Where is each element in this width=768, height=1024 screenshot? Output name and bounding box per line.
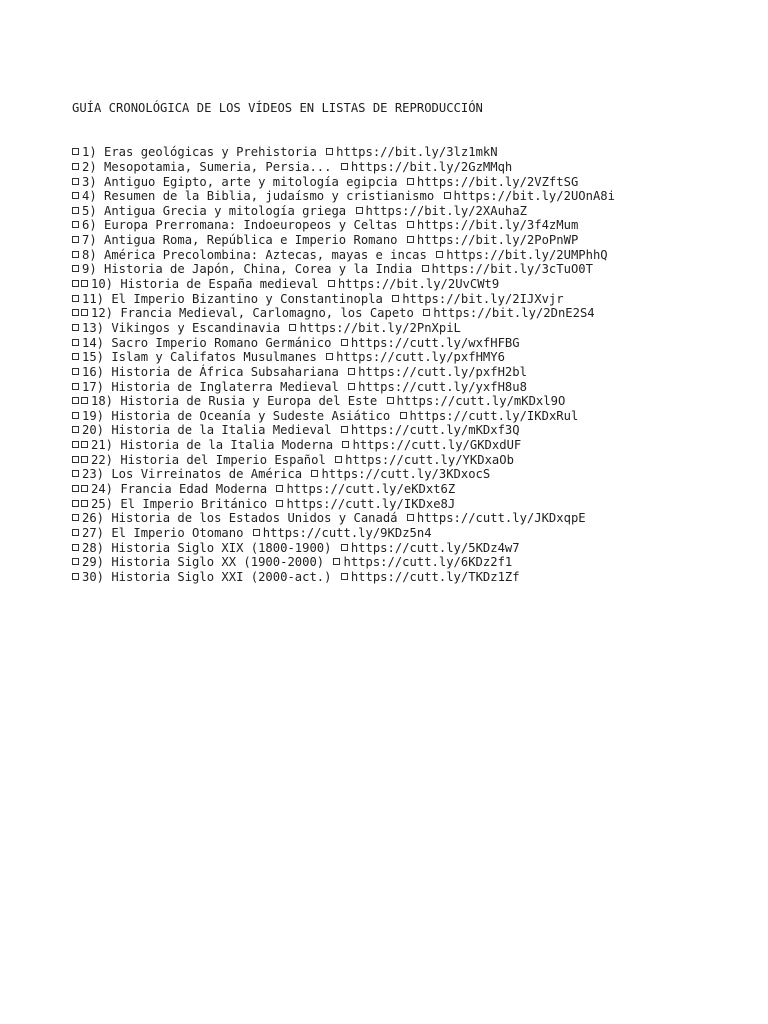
- entry-label: 1) Eras geológicas y Prehistoria: [82, 145, 317, 160]
- entry-label: 29) Historia Siglo XX (1900-2000): [82, 555, 325, 570]
- separator-box-icon: [356, 207, 363, 214]
- entry-label: 30) Historia Siglo XXI (2000-act.): [82, 569, 332, 584]
- entry-link[interactable]: https://cutt.ly/TKDz1Zf: [350, 569, 520, 584]
- bullet-box-icon: [81, 309, 88, 316]
- entry-label: 25) El Imperio Británico: [91, 496, 268, 511]
- list-item: [72, 467, 752, 482]
- bullet-box-icon: [72, 470, 79, 477]
- list-item: [72, 248, 752, 263]
- entry-label: 22) Historia del Imperio Español: [91, 452, 326, 467]
- separator-box-icon: [400, 412, 407, 419]
- bullet-box-icon: [72, 324, 79, 331]
- bullet-box-icon: [72, 500, 79, 507]
- document-title: GUÍA CRONOLÓGICA DE LOS VÍDEOS EN LISTAS DE REPRODUCCIÓN: [72, 101, 483, 116]
- entry-link[interactable]: https://bit.ly/2XAuhaZ: [365, 203, 527, 218]
- list-item: [72, 218, 752, 233]
- separator-box-icon: [328, 280, 335, 287]
- bullet-box-icon: [72, 485, 79, 492]
- bullet-box-icon: [72, 397, 79, 404]
- bullet-box-icon: [81, 485, 88, 492]
- separator-box-icon: [326, 148, 333, 155]
- bullet-box-icon: [81, 456, 88, 463]
- bullet-box-icon: [72, 368, 79, 375]
- entry-link[interactable]: https://bit.ly/2UOnA8i: [453, 189, 615, 204]
- entry-link[interactable]: https://bit.ly/2DnE2S4: [433, 306, 595, 321]
- entry-label: 6) Europa Prerromana: Indoeuropeos y Celtas: [82, 218, 398, 233]
- entry-label: 7) Antigua Roma, República e Imperio Romano: [82, 233, 398, 248]
- separator-box-icon: [387, 397, 394, 404]
- separator-box-icon: [253, 529, 260, 536]
- bullet-box-icon: [72, 529, 79, 536]
- separator-box-icon: [341, 339, 348, 346]
- bullet-box-icon: [81, 280, 88, 287]
- bullet-box-icon: [72, 251, 79, 258]
- entry-link[interactable]: https://cutt.ly/eKDxt6Z: [286, 482, 456, 496]
- list-item: [72, 526, 752, 541]
- list-item: [72, 160, 752, 175]
- bullet-box-icon: [72, 163, 79, 170]
- separator-box-icon: [444, 192, 451, 199]
- bullet-box-icon: [72, 207, 79, 214]
- bullet-box-icon: [72, 383, 79, 390]
- entry-label: 9) Historia de Japón, China, Corea y la India: [82, 262, 413, 277]
- entry-label: 23) Los Virreinatos de América: [82, 467, 303, 482]
- list-item: [72, 189, 752, 204]
- list-item: [72, 204, 752, 219]
- separator-box-icon: [335, 456, 342, 463]
- separator-box-icon: [407, 178, 414, 185]
- list-item: [72, 365, 752, 380]
- entry-label: 13) Vikingos y Escandinavia: [82, 320, 281, 335]
- list-item: [72, 497, 752, 512]
- list-item: [72, 409, 752, 424]
- entry-label: 16) Historia de África Subsahariana: [82, 364, 339, 379]
- bullet-box-icon: [72, 236, 79, 243]
- entry-link[interactable]: https://cutt.ly/6KDz2f1: [343, 555, 513, 570]
- list-item: [72, 262, 752, 277]
- entry-label: 8) América Precolombina: Aztecas, mayas e incas: [82, 247, 427, 262]
- separator-box-icon: [326, 353, 333, 360]
- entry-label: 4) Resumen de la Biblia, judaísmo y cristianismo: [82, 189, 435, 204]
- list-item: [72, 394, 752, 409]
- list-item: [72, 233, 752, 248]
- bullet-box-icon: [72, 353, 79, 360]
- entry-link[interactable]: https://cutt.ly/IKDxRul: [409, 408, 579, 423]
- bullet-box-icon: [72, 558, 79, 565]
- entry-link[interactable]: https://bit.ly/3lz1mkN: [336, 145, 498, 160]
- entry-link[interactable]: https://bit.ly/2UMPhhQ: [446, 247, 608, 262]
- entry-label: 10) Historia de España medieval: [91, 277, 319, 292]
- entry-link[interactable]: https://cutt.ly/yxfH8u8: [358, 379, 527, 394]
- separator-box-icon: [311, 470, 318, 477]
- entry-link[interactable]: https://cutt.ly/9KDz5n4: [262, 525, 432, 540]
- entry-label: 5) Antigua Grecia y mitología griega: [82, 203, 347, 218]
- bullet-box-icon: [72, 456, 79, 463]
- bullet-box-icon: [72, 412, 79, 419]
- entry-link[interactable]: https://bit.ly/3f4zMum: [416, 218, 579, 233]
- list-item: [72, 438, 752, 453]
- entry-link[interactable]: https://bit.ly/2IJXvjr: [402, 291, 564, 306]
- bullet-box-icon: [72, 265, 79, 272]
- entry-link[interactable]: https://cutt.ly/3KDxocS: [321, 467, 491, 482]
- list-item: [72, 350, 752, 365]
- entry-label: 14) Sacro Imperio Romano Germánico: [82, 335, 332, 350]
- separator-box-icon: [407, 514, 414, 521]
- list-item: [72, 277, 752, 292]
- document-page: [72, 72, 752, 599]
- entry-label: 15) Islam y Califatos Musulmanes: [82, 350, 317, 365]
- separator-box-icon: [392, 295, 399, 302]
- bullet-box-icon: [72, 178, 79, 185]
- bullet-box-icon: [72, 544, 79, 551]
- list-item: [72, 306, 752, 321]
- entry-label: 17) Historia de Inglaterra Medieval: [82, 379, 339, 394]
- entry-label: 2) Mesopotamia, Sumeria, Persia...: [82, 159, 332, 174]
- entry-label: 21) Historia de la Italia Moderna: [91, 438, 334, 453]
- entry-link[interactable]: https://bit.ly/2VZftSG: [416, 174, 579, 189]
- list-item: [72, 511, 752, 526]
- entry-label: 12) Francia Medieval, Carlomagno, los Capeto: [91, 306, 414, 321]
- bullet-box-icon: [72, 441, 79, 448]
- bullet-box-icon: [81, 441, 88, 448]
- entry-link[interactable]: https://cutt.ly/mKDxf3Q: [350, 423, 520, 438]
- entry-label: 24) Francia Edad Moderna: [91, 482, 268, 496]
- separator-box-icon: [276, 500, 283, 507]
- bullet-box-icon: [81, 397, 88, 404]
- separator-box-icon: [341, 544, 348, 551]
- entry-link[interactable]: https://cutt.ly/pxfH2bl: [358, 364, 527, 379]
- entry-label: 27) El Imperio Otomano: [82, 525, 244, 540]
- entry-link[interactable]: https://cutt.ly/pxfHMY6: [336, 350, 505, 365]
- entry-link[interactable]: https://bit.ly/2GzMMqh: [350, 159, 513, 174]
- list-item: [72, 482, 752, 497]
- list-item: [72, 145, 752, 160]
- bullet-box-icon: [72, 148, 79, 155]
- separator-box-icon: [341, 426, 348, 433]
- list-item: [72, 423, 752, 438]
- entry-label: 26) Historia de los Estados Unidos y Canadá: [82, 511, 398, 526]
- bullet-box-icon: [72, 573, 79, 580]
- entry-label: 3) Antiguo Egipto, arte y mitología egipcia: [82, 174, 398, 189]
- list-item: [72, 175, 752, 190]
- bullet-box-icon: [81, 500, 88, 507]
- separator-box-icon: [436, 251, 443, 258]
- separator-box-icon: [276, 485, 283, 492]
- separator-box-icon: [348, 368, 355, 375]
- entry-link[interactable]: https://cutt.ly/mKDxl9O: [396, 394, 566, 409]
- separator-box-icon: [348, 383, 355, 390]
- list-item: [72, 541, 752, 556]
- entry-link[interactable]: https://cutt.ly/IKDxe8J: [286, 496, 456, 511]
- entry-link[interactable]: https://cutt.ly/5KDz4w7: [350, 540, 520, 555]
- entry-label: 28) Historia Siglo XIX (1800-1900): [82, 540, 332, 555]
- separator-box-icon: [422, 265, 429, 272]
- bullet-box-icon: [72, 280, 79, 287]
- entry-link[interactable]: https://bit.ly/3cTuO0T: [431, 262, 593, 277]
- bullet-box-icon: [72, 221, 79, 228]
- bullet-box-icon: [72, 309, 79, 316]
- entry-label: 20) Historia de la Italia Medieval: [82, 423, 332, 438]
- list-item: [72, 453, 752, 468]
- bullet-box-icon: [72, 339, 79, 346]
- entry-link[interactable]: https://cutt.ly/YKDxaOb: [345, 452, 514, 467]
- bullet-box-icon: [72, 426, 79, 433]
- list-item: [72, 292, 752, 307]
- separator-box-icon: [341, 163, 348, 170]
- list-item: [72, 570, 752, 585]
- separator-box-icon: [423, 309, 430, 316]
- entry-link[interactable]: https://cutt.ly/GKDxdUF: [352, 438, 522, 453]
- list-item: [72, 380, 752, 395]
- entry-link[interactable]: https://cutt.ly/wxfHFBG: [350, 335, 520, 350]
- separator-box-icon: [407, 236, 414, 243]
- bullet-box-icon: [72, 192, 79, 199]
- separator-box-icon: [407, 221, 414, 228]
- entry-link[interactable]: https://bit.ly/2UvCWt9: [337, 277, 500, 292]
- separator-box-icon: [289, 324, 296, 331]
- entry-label: 19) Historia de Oceanía y Sudeste Asiático: [82, 408, 391, 423]
- separator-box-icon: [342, 441, 349, 448]
- entry-link[interactable]: https://bit.ly/2PnXpiL: [299, 320, 461, 335]
- entry-link[interactable]: https://cutt.ly/JKDxqpE: [416, 511, 586, 526]
- list-item: [72, 555, 752, 570]
- separator-box-icon: [333, 558, 340, 565]
- separator-box-icon: [341, 573, 348, 580]
- entry-list: [72, 145, 752, 584]
- bullet-box-icon: [72, 514, 79, 521]
- list-item: [72, 336, 752, 351]
- bullet-box-icon: [72, 295, 79, 302]
- entry-link[interactable]: https://bit.ly/2PoPnWP: [416, 233, 579, 248]
- entry-label: 18) Historia de Rusia y Europa del Este: [91, 394, 378, 409]
- list-item: [72, 321, 752, 336]
- entry-label: 11) El Imperio Bizantino y Constantinopla: [82, 291, 383, 306]
